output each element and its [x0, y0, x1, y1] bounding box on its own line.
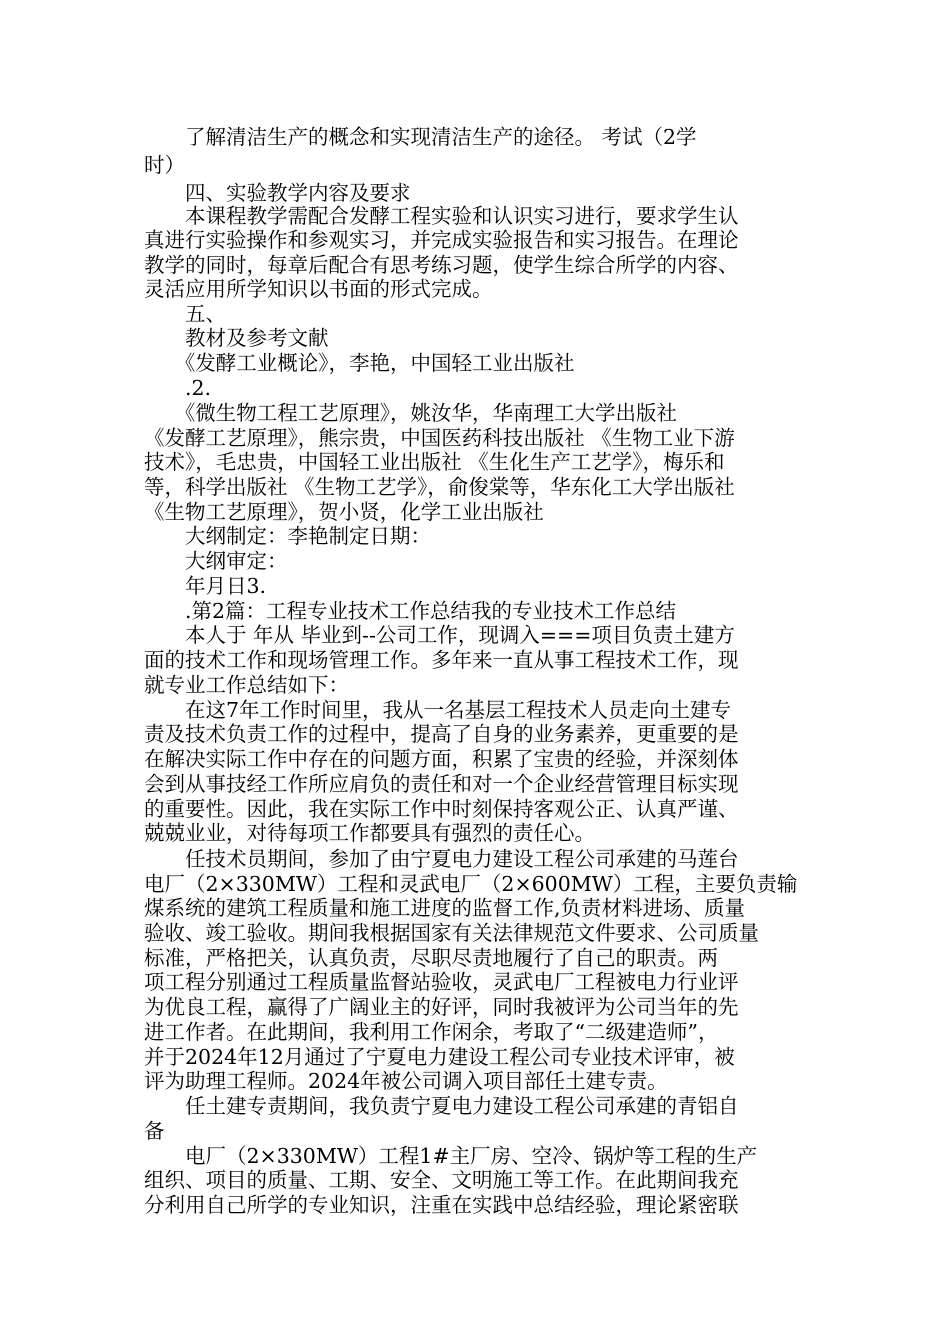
text-line: 本课程教学需配合发酵工程实验和认识实习进行，要求学生认	[144, 204, 739, 228]
text-line: 煤系统的建筑工程质量和施工进度的监督工作,负责材料进场、质量	[144, 896, 746, 920]
text-line: 评为助理工程师。2024年被公司调入项目部任土建专责。	[144, 1069, 668, 1093]
text-line: 灵活应用所学知识以书面的形式完成。	[144, 277, 493, 301]
text-line: 任技术员期间，参加了由宁夏电力建设工程公司承建的马莲台	[144, 847, 739, 871]
reference-line: 技术》，毛忠贵，中国轻工业出版社 《生化生产工艺学》，梅乐和	[144, 450, 725, 474]
section-heading: 五、	[144, 302, 226, 326]
text-line: 电厂（2×330MW）工程1#主厂房、空冷、锅炉等工程的生产	[144, 1144, 758, 1168]
text-line: 责及技术负责工作的过程中，提高了自身的业务素养，更重要的是	[144, 722, 739, 746]
text-line: 的重要性。因此，我在实际工作中时刻保持客观公正、认真严谨、	[144, 797, 739, 821]
text-line: 会到从事技经工作所应肩负的责任和对一个企业经营管理目标实现	[144, 772, 739, 796]
text-line: 项工程分别通过工程质量监督站验收，灵武电厂工程被电力行业评	[144, 970, 739, 994]
text-line: 年月日3.	[144, 574, 267, 598]
text-line: 在解决实际工作中存在的问题方面，积累了宝贵的经验，并深刻体	[144, 747, 739, 771]
text-line: 电厂（2×330MW）工程和灵武电厂（2×600MW）工程，主要负责输	[144, 872, 798, 896]
text-line: 了解清洁生产的概念和实现清洁生产的途径。 考试（2学	[144, 125, 697, 149]
reference-line: 《发酵工业概论》，李艳，中国轻工业出版社	[144, 351, 575, 375]
section-heading: .第2篇：工程专业技术工作总结我的专业技术工作总结	[144, 599, 677, 623]
text-line: 验收、竣工验收。期间我根据国家有关法律规范文件要求、公司质量	[144, 921, 759, 945]
text-line: 真进行实验操作和参观实习，并完成实验报告和实习报告。在理论	[144, 228, 739, 252]
text-line: 大纲制定：李艳制定日期：	[144, 524, 431, 548]
text-line: 本人于 年从 毕业到--公司工作，现调入===项目负责土建方	[144, 623, 735, 647]
page-number: .2.	[144, 376, 212, 400]
text-line: 为优良工程，赢得了广阔业主的好评，同时我被评为公司当年的先	[144, 995, 739, 1019]
text-line: 大纲审定：	[144, 549, 288, 573]
text-line: 进工作者。在此期间，我利用工作闲余，考取了“二级建造师”，	[144, 1020, 719, 1044]
text-line: 时）	[144, 153, 185, 177]
reference-line: 《微生物工程工艺原理》，姚汝华，华南理工大学出版社	[144, 401, 677, 425]
text-line: 分利用自己所学的专业知识，注重在实践中总结经验，理论紧密联	[144, 1193, 739, 1217]
text-line: 任土建专责期间，我负责宁夏电力建设工程公司承建的青铝自	[144, 1094, 739, 1118]
reference-line: 《发酵工艺原理》，熊宗贵，中国医药科技出版社 《生物工业下游	[144, 426, 735, 450]
text-line: 面的技术工作和现场管理工作。多年来一直从事工程技术工作，现	[144, 648, 739, 672]
text-line: 并于2024年12月通过了宁夏电力建设工程公司专业技术评审，被	[144, 1045, 735, 1069]
reference-line: 《生物工艺原理》，贺小贤，化学工业出版社	[144, 500, 544, 524]
section-heading: 教材及参考文献	[144, 326, 329, 350]
text-line: 标准，严格把关，认真负责，尽职尽责地履行了自己的职责。两	[144, 946, 718, 970]
section-heading: 四、实验教学内容及要求	[144, 181, 411, 205]
text-line: 组织、项目的质量、工期、安全、文明施工等工作。在此期间我充	[144, 1168, 739, 1192]
text-line: 备	[144, 1119, 165, 1143]
text-line: 兢兢业业，对待每项工作都要具有强烈的责任心。	[144, 821, 595, 845]
reference-line: 等，科学出版社 《生物工艺学》，俞俊棠等，华东化工大学出版社	[144, 475, 735, 499]
text-line: 教学的同时，每章后配合有思考练习题，使学生综合所学的内容、	[144, 253, 739, 277]
text-line: 就专业工作总结如下：	[144, 673, 349, 697]
text-line: 在这7年工作时间里，我从一名基层工程技术人员走向土建专	[144, 698, 732, 722]
